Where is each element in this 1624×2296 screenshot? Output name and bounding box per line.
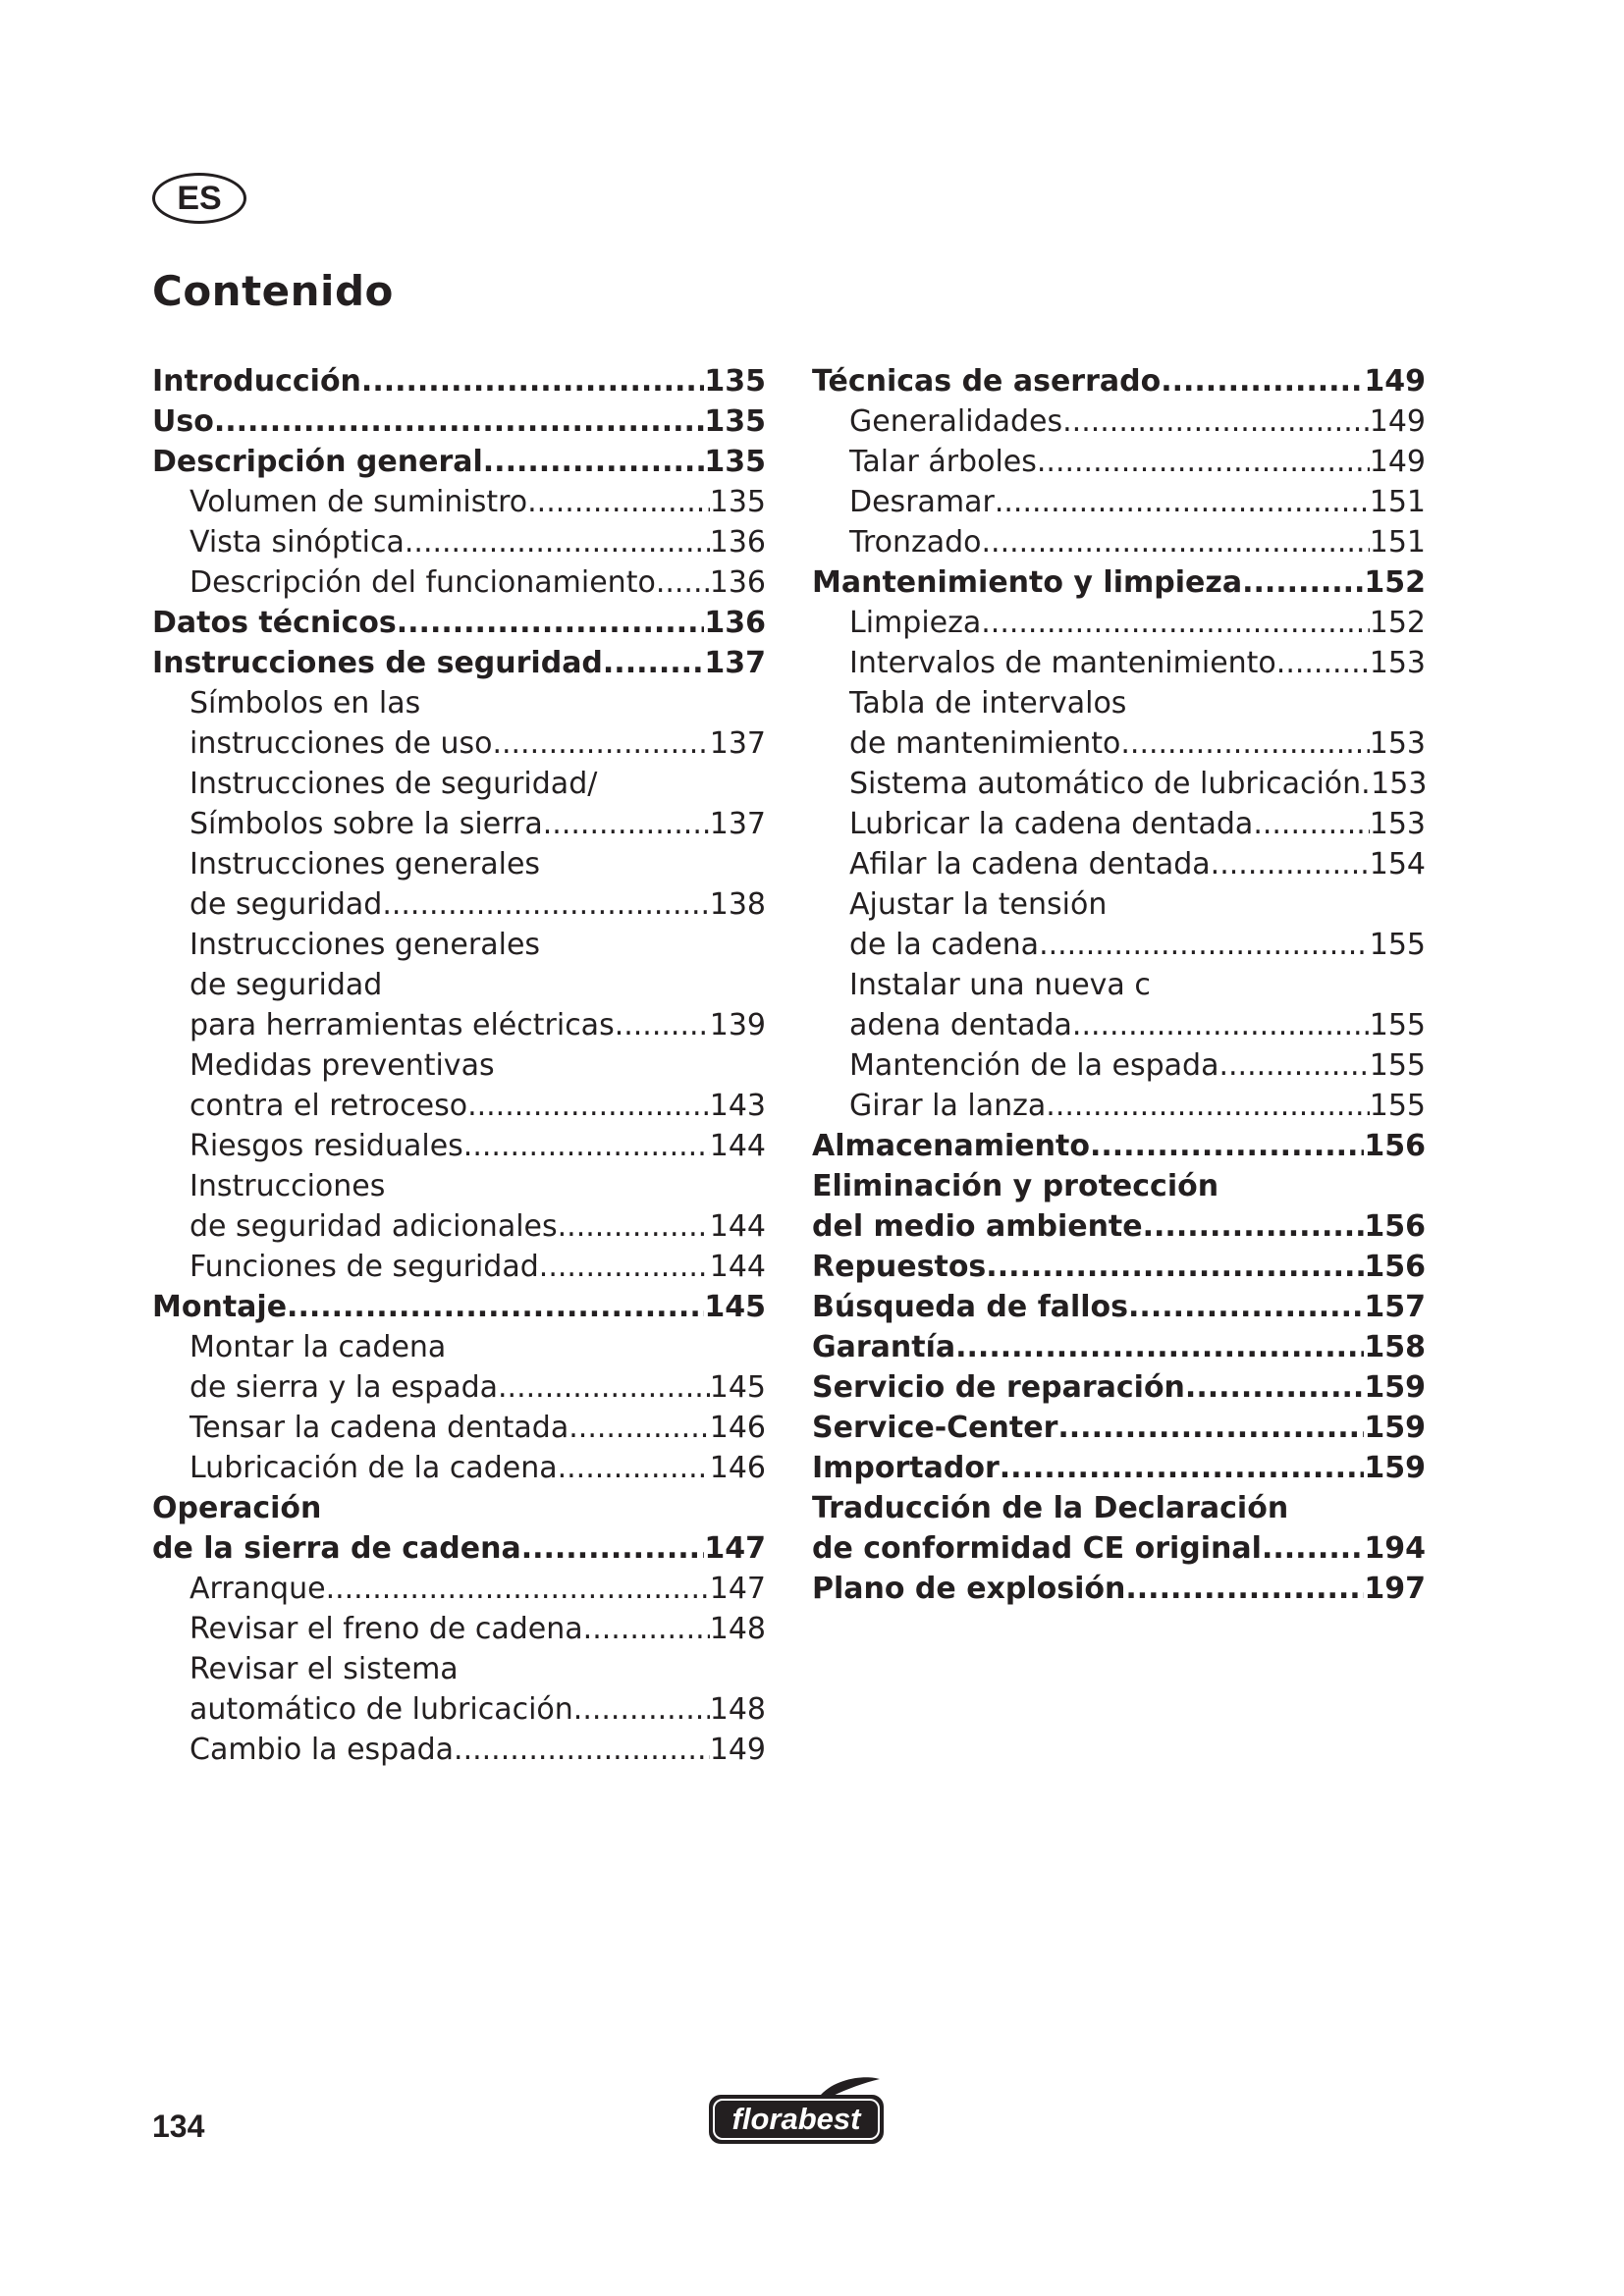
toc-entry-label: Arranque <box>189 1572 326 1606</box>
toc-dot-leader <box>615 1005 710 1045</box>
toc-entry[interactable] <box>812 764 1426 804</box>
toc-entry-label: Ajustar la tensión <box>849 887 1108 922</box>
toc-entry-label: de seguridad adicionales <box>189 1209 558 1244</box>
toc-entry-page: 144 <box>709 1129 766 1163</box>
toc-dot-leader <box>287 1287 704 1327</box>
toc-dot-leader <box>1057 1408 1364 1448</box>
toc-entry-label: de la sierra de cadena <box>152 1531 521 1566</box>
toc-entry-page: 153 <box>1369 646 1426 680</box>
toc-entry[interactable] <box>812 1488 1426 1569</box>
toc-dot-leader <box>521 1528 705 1569</box>
toc-entry[interactable] <box>812 522 1426 562</box>
toc-dot-leader <box>1276 643 1370 683</box>
toc-entry[interactable] <box>812 965 1426 1045</box>
toc-dot-leader <box>568 1408 709 1448</box>
toc-entry-page: 149 <box>1364 364 1426 399</box>
toc-entry[interactable] <box>152 764 766 844</box>
toc-dot-leader <box>1000 1448 1365 1488</box>
toc-entry[interactable] <box>812 603 1426 643</box>
toc-entry-page: 157 <box>1364 1290 1426 1324</box>
toc-entry-label: Garantía <box>812 1330 956 1364</box>
toc-entry[interactable] <box>812 1166 1426 1247</box>
toc-dot-leader <box>1185 1367 1364 1408</box>
toc-entry[interactable] <box>152 522 766 562</box>
toc-entry[interactable] <box>812 1086 1426 1126</box>
toc-entry-label: Vista sinóptica <box>189 525 405 560</box>
toc-entry[interactable] <box>152 1569 766 1609</box>
toc-entry[interactable] <box>152 482 766 522</box>
toc-dot-leader <box>382 884 709 925</box>
toc-entry-page: 151 <box>1369 485 1426 519</box>
toc-entry-label: Importador <box>812 1451 1000 1485</box>
toc-dot-leader <box>483 442 705 482</box>
toc-entry-page: 139 <box>709 1008 766 1042</box>
toc-entry-label: Riesgos residuales <box>189 1129 463 1163</box>
toc-entry[interactable] <box>812 1367 1426 1408</box>
toc-entry-page: 155 <box>1369 1048 1426 1083</box>
toc-entry-page: 148 <box>709 1612 766 1646</box>
toc-entry-page: 197 <box>1364 1572 1426 1606</box>
toc-entry[interactable] <box>812 1247 1426 1287</box>
toc-entry[interactable] <box>812 1045 1426 1086</box>
toc-entry-label: Revisar el sistema <box>189 1652 459 1686</box>
toc-entry-page: 135 <box>709 485 766 519</box>
toc-entry-label: de conformidad CE original <box>812 1531 1262 1566</box>
toc-entry-page: 159 <box>1364 1370 1426 1405</box>
toc-entry-label: Almacenamiento <box>812 1129 1090 1163</box>
toc-dot-leader <box>454 1730 710 1770</box>
toc-entry-page: 136 <box>709 565 766 600</box>
toc-dot-leader <box>1062 401 1370 442</box>
toc-entry[interactable] <box>812 1126 1426 1166</box>
toc-entry[interactable] <box>812 1448 1426 1488</box>
toc-entry-label: contra el retroceso <box>189 1089 468 1123</box>
toc-dot-leader <box>1361 764 1371 804</box>
toc-entry[interactable] <box>812 1569 1426 1609</box>
toc-dot-leader <box>214 401 705 442</box>
toc-entry-label: instrucciones de uso <box>189 726 493 761</box>
toc-entry-label: Instrucciones generales <box>189 847 541 881</box>
toc-entry[interactable] <box>152 1166 766 1247</box>
toc-entry-label: de mantenimiento <box>849 726 1121 761</box>
logo-text: florabest <box>731 2102 861 2136</box>
toc-entry-label: Introducción <box>152 364 361 399</box>
toc-entry[interactable] <box>152 1730 766 1770</box>
toc-entry-page: 135 <box>704 364 766 399</box>
toc-dot-leader <box>995 482 1370 522</box>
toc-entry-label: Eliminación y protección <box>812 1169 1219 1203</box>
toc-entry[interactable] <box>812 804 1426 844</box>
toc-entry-page: 155 <box>1369 1089 1426 1123</box>
toc-entry-label: para herramientas eléctricas <box>189 1008 615 1042</box>
toc-entry-page: 155 <box>1369 928 1426 962</box>
toc-dot-leader <box>982 522 1370 562</box>
toc-entry[interactable] <box>152 1488 766 1569</box>
toc-entry-label: Montaje <box>152 1290 288 1324</box>
toc-entry-page: 145 <box>704 1290 766 1324</box>
toc-dot-leader <box>405 522 710 562</box>
toc-entry[interactable] <box>812 361 1426 401</box>
toc-entry-page: 149 <box>1369 404 1426 439</box>
toc-entry-page: 153 <box>1369 726 1426 761</box>
toc-entry-label: Sistema automático de lubricación <box>849 767 1362 801</box>
toc-dot-leader <box>1120 723 1369 764</box>
toc-entry-label: Traducción de la Declaración <box>812 1491 1289 1525</box>
toc-entry[interactable] <box>152 1408 766 1448</box>
toc-entry-page: 154 <box>1369 847 1426 881</box>
toc-entry-label: adena dentada <box>849 1008 1072 1042</box>
page-title: Contenido <box>152 267 394 315</box>
toc-entry[interactable] <box>152 603 766 643</box>
toc-dot-leader <box>603 643 704 683</box>
toc-dot-leader <box>1072 1005 1370 1045</box>
toc-entry-label: Búsqueda de fallos <box>812 1290 1129 1324</box>
toc-entry-page: 136 <box>709 525 766 560</box>
toc-entry-label: Operación <box>152 1491 322 1525</box>
toc-dot-leader <box>1211 844 1370 884</box>
toc-entry-label: Talar árboles <box>849 445 1037 479</box>
toc-entry[interactable] <box>152 844 766 925</box>
toc-entry[interactable] <box>812 1408 1426 1448</box>
toc-entry-label: Instalar una nueva c <box>849 968 1151 1002</box>
toc-entry-label: Instrucciones de seguridad/ <box>189 767 598 801</box>
toc-entry-label: de seguridad <box>189 887 383 922</box>
toc-entry-page: 156 <box>1364 1250 1426 1284</box>
toc-entry-label: Símbolos en las <box>189 686 421 721</box>
toc-dot-leader <box>492 723 709 764</box>
toc-dot-leader <box>527 482 710 522</box>
toc-entry-label: Desramar <box>849 485 995 519</box>
toc-entry-page: 138 <box>709 887 766 922</box>
toc-entry-label: Símbolos sobre la sierra <box>189 807 543 841</box>
toc-entry-page: 159 <box>1364 1451 1426 1485</box>
toc-entry[interactable] <box>152 1327 766 1408</box>
toc-entry-page: 135 <box>704 445 766 479</box>
toc-entry-page: 148 <box>709 1692 766 1727</box>
toc-entry-label: Plano de explosión <box>812 1572 1126 1606</box>
toc-entry-label: Limpieza <box>849 606 982 640</box>
toc-entry-page: 194 <box>1364 1531 1426 1566</box>
toc-dot-leader <box>397 603 705 643</box>
toc-entry-label: Técnicas de aserrado <box>812 364 1162 399</box>
toc-entry-label: Revisar el freno de cadena <box>189 1612 583 1646</box>
toc-dot-leader <box>558 1206 710 1247</box>
toc-dot-leader <box>467 1086 710 1126</box>
toc-entry[interactable] <box>152 562 766 603</box>
toc-entry[interactable] <box>152 1247 766 1287</box>
toc-entry-page: 152 <box>1369 606 1426 640</box>
toc-entry-page: 137 <box>709 807 766 841</box>
toc-entry-page: 137 <box>704 646 766 680</box>
toc-dot-leader <box>539 1247 710 1287</box>
toc-entry-label: de sierra y la espada <box>189 1370 499 1405</box>
toc-entry-page: 156 <box>1364 1129 1426 1163</box>
toc-entry-label: Medidas preventivas <box>189 1048 495 1083</box>
toc-dot-leader <box>583 1609 710 1649</box>
toc-entry-page: 153 <box>1369 807 1426 841</box>
toc-entry-label: Mantenimiento y limpieza <box>812 565 1243 600</box>
toc-dot-leader <box>656 562 710 603</box>
toc-entry[interactable] <box>152 683 766 764</box>
toc-dot-leader <box>981 603 1369 643</box>
toc-dot-leader <box>1046 1086 1369 1126</box>
toc-entry[interactable] <box>812 643 1426 683</box>
toc-entry[interactable] <box>812 683 1426 764</box>
toc-dot-leader <box>326 1569 710 1609</box>
toc-dot-leader <box>498 1367 710 1408</box>
toc-entry-label: Service-Center <box>812 1411 1058 1445</box>
toc-entry[interactable] <box>152 1126 766 1166</box>
toc-entry-page: 137 <box>709 726 766 761</box>
toc-entry-page: 135 <box>704 404 766 439</box>
toc-entry-page: 152 <box>1364 565 1426 600</box>
toc-entry-label: Funciones de seguridad <box>189 1250 539 1284</box>
toc-entry-page: 146 <box>709 1411 766 1445</box>
page-number: 134 <box>152 2109 205 2144</box>
toc-dot-leader <box>1125 1569 1364 1609</box>
toc-entry-label: Tabla de intervalos <box>849 686 1127 721</box>
toc-entry-label: Datos técnicos <box>152 606 397 640</box>
toc-dot-leader <box>955 1327 1364 1367</box>
toc-entry[interactable] <box>152 1045 766 1126</box>
toc-entry-label: Volumen de suministro <box>189 485 528 519</box>
toc-dot-leader <box>361 361 704 401</box>
toc-entry-label: Mantención de la espada <box>849 1048 1219 1083</box>
toc-entry-page: 156 <box>1364 1209 1426 1244</box>
toc-dot-leader <box>1039 925 1370 965</box>
toc-entry[interactable] <box>812 884 1426 965</box>
toc-entry-label: de seguridad <box>189 968 383 1002</box>
toc-entry-label: Intervalos de mantenimiento <box>849 646 1276 680</box>
toc-entry-label: Tensar la cadena dentada <box>189 1411 569 1445</box>
toc-entry-label: automático de lubricación <box>189 1692 573 1727</box>
toc-entry-label: Generalidades <box>849 404 1063 439</box>
toc-entry[interactable] <box>152 925 766 1045</box>
toc-column-right <box>812 361 1426 1609</box>
toc-entry[interactable] <box>152 1448 766 1488</box>
toc-dot-leader <box>1242 562 1364 603</box>
toc-entry-page: 136 <box>704 606 766 640</box>
language-badge: ES <box>152 173 246 224</box>
toc-dot-leader <box>986 1247 1364 1287</box>
toc-entry[interactable] <box>152 442 766 482</box>
toc-entry-label: Girar la lanza <box>849 1089 1047 1123</box>
toc-entry-label: Repuestos <box>812 1250 987 1284</box>
toc-dot-leader <box>1218 1045 1369 1086</box>
toc-entry-label: Descripción general <box>152 445 483 479</box>
toc-entry-label: Lubricar la cadena dentada <box>849 807 1254 841</box>
toc-dot-leader <box>1090 1126 1364 1166</box>
toc-dot-leader <box>543 804 710 844</box>
toc-column-left <box>152 361 766 1770</box>
toc-entry[interactable] <box>152 361 766 401</box>
toc-entry-page: 149 <box>709 1733 766 1767</box>
toc-dot-leader <box>1037 442 1370 482</box>
toc-dot-leader <box>1253 804 1369 844</box>
toc-dot-leader <box>558 1448 710 1488</box>
toc-entry[interactable] <box>152 1649 766 1730</box>
toc-dot-leader <box>1161 361 1364 401</box>
toc-dot-leader <box>1143 1206 1365 1247</box>
toc-entry-label: Servicio de reparación <box>812 1370 1185 1405</box>
toc-entry-label: Uso <box>152 404 214 439</box>
florabest-logo <box>705 2073 888 2150</box>
toc-entry[interactable] <box>812 844 1426 884</box>
toc-entry-label: Cambio la espada <box>189 1733 455 1767</box>
toc-entry-label: Lubricación de la cadena <box>189 1451 558 1485</box>
toc-entry[interactable] <box>812 562 1426 603</box>
toc-entry-page: 158 <box>1364 1330 1426 1364</box>
toc-entry-label: del medio ambiente <box>812 1209 1143 1244</box>
toc-entry-page: 153 <box>1371 767 1428 801</box>
toc-entry-page: 143 <box>709 1089 766 1123</box>
toc-entry-label: Instrucciones de seguridad <box>152 646 603 680</box>
toc-entry[interactable] <box>812 1287 1426 1327</box>
toc-entry-page: 144 <box>709 1250 766 1284</box>
toc-entry-page: 159 <box>1364 1411 1426 1445</box>
toc-entry-page: 149 <box>1369 445 1426 479</box>
toc-entry-label: de la cadena <box>849 928 1040 962</box>
toc-dot-leader <box>573 1689 710 1730</box>
toc-entry-label: Montar la cadena <box>189 1330 447 1364</box>
toc-entry[interactable] <box>152 643 766 683</box>
toc-entry[interactable] <box>812 401 1426 442</box>
toc-entry-page: 155 <box>1369 1008 1426 1042</box>
toc-entry-label: Instrucciones generales <box>189 928 541 962</box>
toc-entry[interactable] <box>812 442 1426 482</box>
toc-entry[interactable] <box>152 401 766 442</box>
toc-entry[interactable] <box>152 1287 766 1327</box>
toc-dot-leader <box>463 1126 710 1166</box>
toc-entry[interactable] <box>152 1609 766 1649</box>
toc-dot-leader <box>1262 1528 1364 1569</box>
toc-entry-label: Descripción del funcionamiento <box>189 565 656 600</box>
toc-entry-page: 147 <box>709 1572 766 1606</box>
toc-entry[interactable] <box>812 1327 1426 1367</box>
toc-dot-leader <box>1128 1287 1364 1327</box>
toc-entry-page: 145 <box>709 1370 766 1405</box>
toc-entry-label: Instrucciones <box>189 1169 386 1203</box>
toc-entry-page: 144 <box>709 1209 766 1244</box>
toc-entry[interactable] <box>812 482 1426 522</box>
toc-entry-page: 151 <box>1369 525 1426 560</box>
toc-entry-page: 146 <box>709 1451 766 1485</box>
toc-entry-page: 147 <box>704 1531 766 1566</box>
toc-entry-label: Tronzado <box>849 525 982 560</box>
toc-entry-label: Afilar la cadena dentada <box>849 847 1211 881</box>
